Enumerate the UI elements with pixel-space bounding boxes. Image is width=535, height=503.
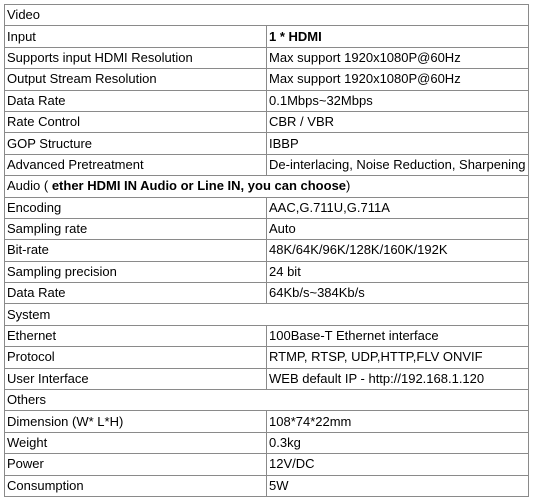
spec-label: Advanced Pretreatment <box>5 154 267 175</box>
spec-value: IBBP <box>267 133 529 154</box>
spec-row-encoding <box>5 197 529 218</box>
spec-value: 0.3kg <box>267 432 529 453</box>
spec-label: Supports input HDMI Resolution <box>5 47 267 68</box>
spec-label: Consumption <box>5 475 267 496</box>
spec-row-protocol <box>5 347 529 368</box>
spec-table-container <box>4 4 529 497</box>
spec-value: Max support 1920x1080P@60Hz <box>267 47 529 68</box>
spec-label: Bit-rate <box>5 240 267 261</box>
spec-value: De-interlacing, Noise Reduction, Sharpening <box>267 154 529 175</box>
spec-label: Data Rate <box>5 90 267 111</box>
spec-label: Power <box>5 454 267 475</box>
spec-row-rate-control <box>5 111 529 132</box>
section-title-system: System <box>5 304 529 325</box>
section-header-video <box>5 5 529 26</box>
spec-row-advanced-pretreatment <box>5 154 529 175</box>
spec-row-user-interface <box>5 368 529 389</box>
audio-header-prefix: Audio ( <box>7 178 52 194</box>
section-title-others: Others <box>5 390 529 411</box>
spec-value: 48K/64K/96K/128K/160K/192K <box>267 240 529 261</box>
audio-header-suffix: ) <box>346 178 351 194</box>
spec-label: Input <box>5 26 267 47</box>
spec-value: AAC,G.711U,G.711A <box>267 197 529 218</box>
spec-row-audio-data-rate <box>5 283 529 304</box>
spec-value: RTMP, RTSP, UDP,HTTP,FLV ONVIF <box>267 347 529 368</box>
spec-label: Data Rate <box>5 283 267 304</box>
section-title-audio <box>5 176 529 197</box>
spec-label: Ethernet <box>5 325 267 346</box>
spec-value: CBR / VBR <box>267 111 529 132</box>
spec-value: 24 bit <box>267 261 529 282</box>
spec-row-output-resolution <box>5 69 529 90</box>
spec-value: 5W <box>267 475 529 496</box>
spec-label: Dimension (W* L*H) <box>5 411 267 432</box>
spec-label: GOP Structure <box>5 133 267 154</box>
section-header-others <box>5 390 529 411</box>
spec-row-gop-structure <box>5 133 529 154</box>
spec-value: 64Kb/s~384Kb/s <box>267 283 529 304</box>
spec-label: Weight <box>5 432 267 453</box>
spec-label: Encoding <box>5 197 267 218</box>
spec-row-ethernet <box>5 325 529 346</box>
spec-value: Max support 1920x1080P@60Hz <box>267 69 529 90</box>
spec-value: Auto <box>267 218 529 239</box>
spec-value: 1 * HDMI <box>267 26 529 47</box>
spec-row-power <box>5 454 529 475</box>
spec-label: Output Stream Resolution <box>5 69 267 90</box>
spec-row-bit-rate <box>5 240 529 261</box>
section-header-system <box>5 304 529 325</box>
spec-value: WEB default IP - http://192.168.1.120 <box>267 368 529 389</box>
spec-label: Rate Control <box>5 111 267 132</box>
spec-table-body <box>5 5 529 497</box>
spec-label: Sampling rate <box>5 218 267 239</box>
spec-value: 108*74*22mm <box>267 411 529 432</box>
spec-row-dimension <box>5 411 529 432</box>
audio-header-note: ether HDMI IN Audio or Line IN, you can choose <box>51 178 347 194</box>
spec-row-sampling-precision <box>5 261 529 282</box>
spec-row-input-resolution <box>5 47 529 68</box>
spec-label: User Interface <box>5 368 267 389</box>
spec-row-input <box>5 26 529 47</box>
spec-row-video-data-rate <box>5 90 529 111</box>
spec-row-consumption <box>5 475 529 496</box>
spec-label: Sampling precision <box>5 261 267 282</box>
spec-row-sampling-rate <box>5 218 529 239</box>
section-header-audio <box>5 176 529 197</box>
spec-value: 12V/DC <box>267 454 529 475</box>
spec-value: 100Base-T Ethernet interface <box>267 325 529 346</box>
spec-label: Protocol <box>5 347 267 368</box>
spec-table <box>4 4 529 497</box>
section-title-video: Video <box>5 5 529 26</box>
spec-row-weight <box>5 432 529 453</box>
spec-value: 0.1Mbps~32Mbps <box>267 90 529 111</box>
